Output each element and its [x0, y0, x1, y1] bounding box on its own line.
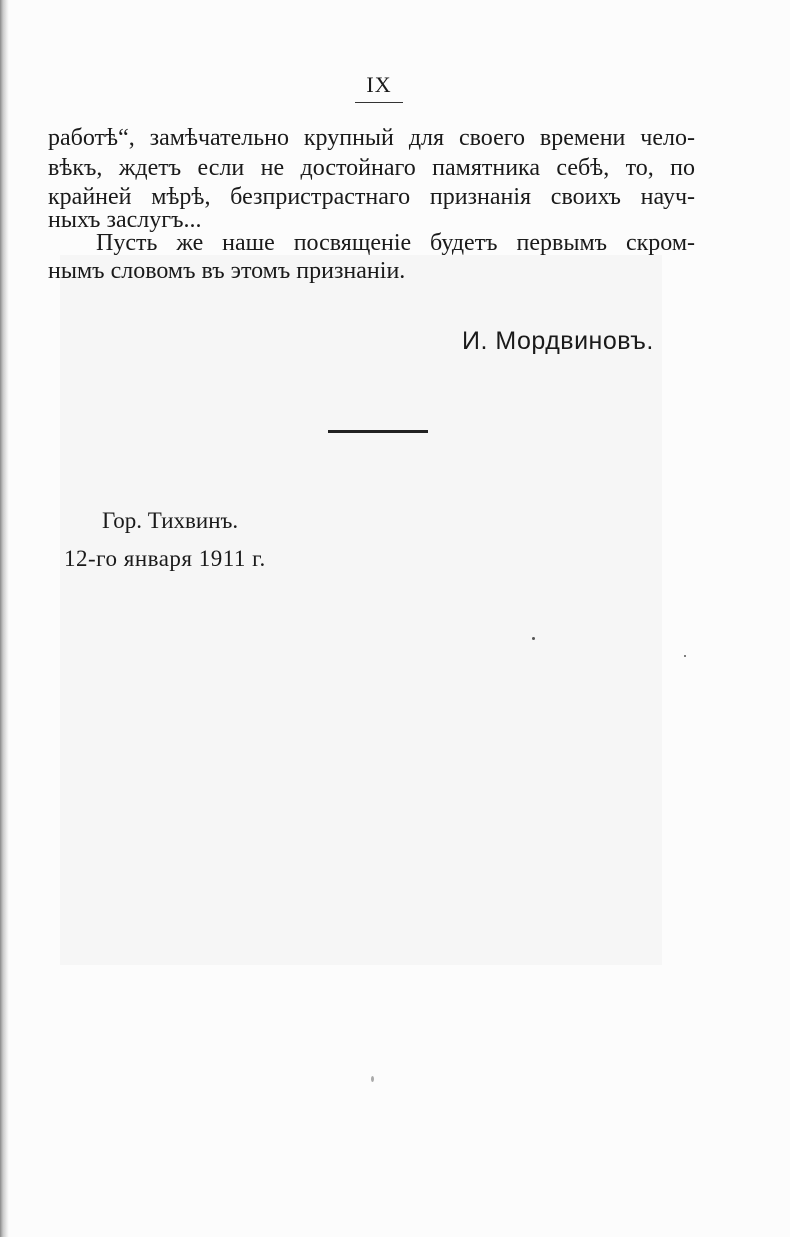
date-line: 12-го января 1911 г. — [64, 546, 266, 571]
body-line-1: работѣ“, замѣчательно крупный для своего времени чело- — [48, 125, 695, 151]
place-line: Гор. Тихвинъ. — [102, 508, 239, 533]
scan-speck — [532, 637, 535, 640]
page-edge-shadow — [0, 0, 9, 1237]
section-separator-rule — [328, 430, 428, 433]
scan-speck — [684, 655, 686, 657]
scan-background-tint — [60, 255, 662, 965]
body-line-2: вѣкъ, ждетъ если не достойнаго памятника себѣ, то, по — [48, 155, 695, 181]
scan-speck — [371, 1076, 374, 1082]
author-signature: И. Мордвиновъ. — [462, 327, 654, 355]
body-line-3: крайней мѣрѣ, безпристрастнаго признанія своихъ науч- — [48, 184, 695, 210]
body-line-4: ныхъ заслугъ... — [48, 207, 202, 233]
page-number: IX — [366, 72, 392, 97]
body-line-5: Пусть же наше посвященіе будетъ первымъ скром- — [96, 230, 695, 256]
body-line-6: нымъ словомъ въ этомъ признаніи. — [48, 258, 406, 284]
page-number-underline — [355, 102, 403, 103]
